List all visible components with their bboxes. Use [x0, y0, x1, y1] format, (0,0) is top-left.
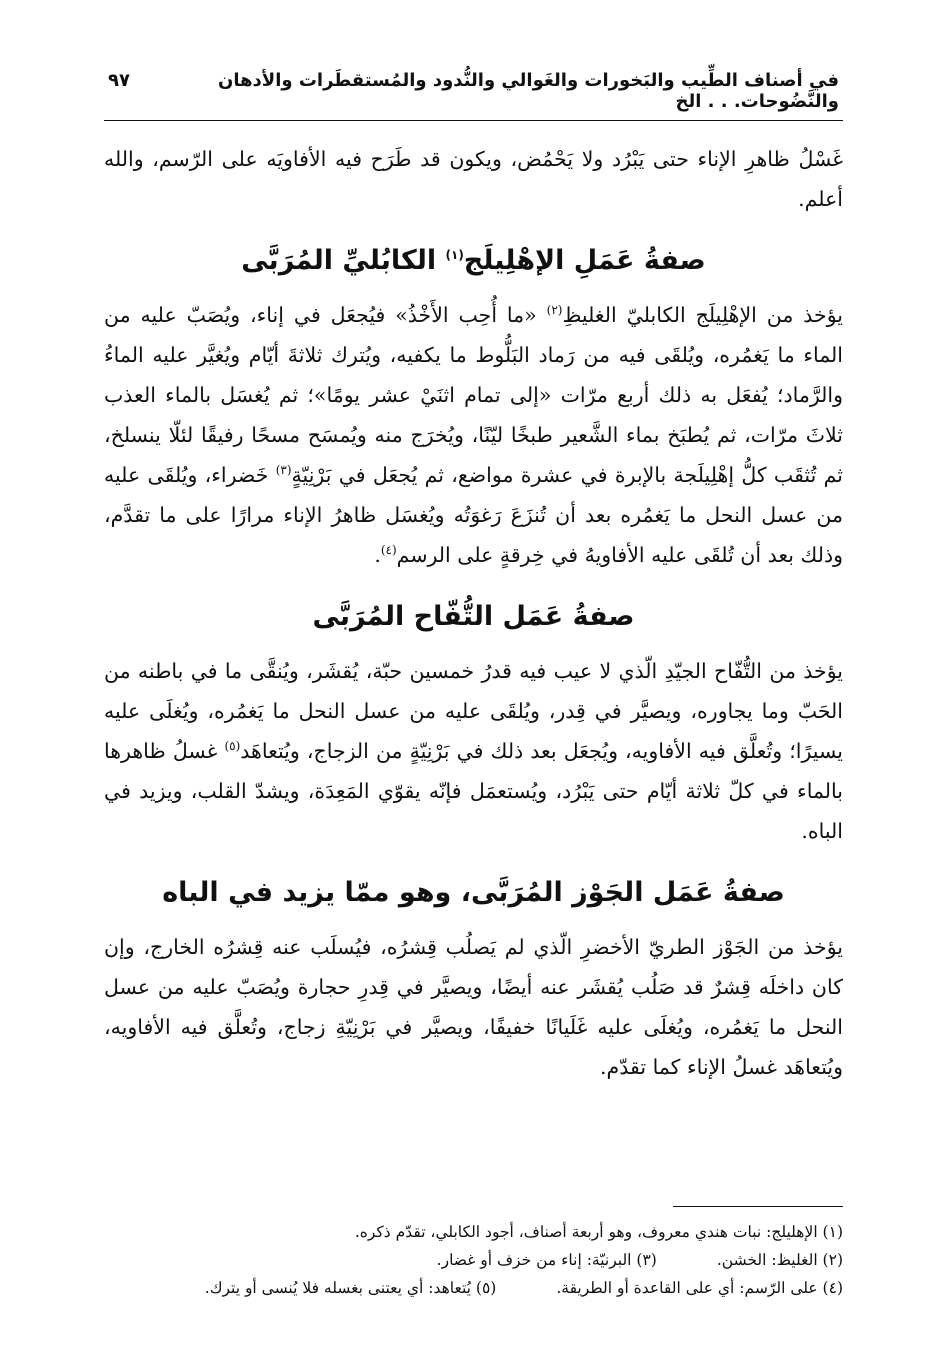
running-head — [104, 70, 843, 120]
text-run: يؤخذ من الإهْلِيلَج الكابليّ الغليظِ — [562, 303, 844, 327]
heading-part: الكابُليِّ المُرَبَّى — [241, 245, 446, 276]
text-run: خَضراء، ويُلقَى عليه من عسل النحل ما يَغمُره بعد أن تُنزَعَ رَغوَتُه ويُغسَل ظاهرُ الإناء مرارًا على ما تقدَّم، وذلك بعد أن تُلقَى عليه الأفاويهُ في خِرقةٍ على الرسم — [104, 463, 843, 567]
footnote-marker[interactable]: (٤) — [380, 543, 397, 558]
section-heading-apple: صفةُ عَمَل التُّفّاح المُرَبَّى — [312, 601, 635, 632]
header-rule — [104, 120, 843, 121]
footnote-marker[interactable]: (٢) — [546, 303, 563, 318]
footnote-row — [104, 1246, 843, 1274]
paragraph-apple — [104, 651, 843, 851]
footnote-marker[interactable]: (٣) — [275, 463, 292, 478]
footnote-2: (٢) الغليظ: الخشن. — [716, 1251, 843, 1269]
footnote-4: (٤) على الرّسم: أي على القاعدة أو الطريقة. — [556, 1279, 843, 1297]
text-run: غسلُ ظاهرها بالماء في كلّ ثلاثة أيّام حتى يَبْرُد، ويُستعمَل فإنّه يقوّي المَعِدَة، ويشدّ القلب، ويزيد في الباه. — [104, 739, 843, 843]
text-run: «ما أُحِب الأَخْذُ» فيُجعَل في إناء، ويُصَبّ عليه من الماء ما يَغمُره، ويُلقَى فيه من رَماد البَلُّوط ما يكفيه، ويُترك ثلاثةَ أيّام ويُغيَّر عليه الماءُ والرَّماد؛ يُفعَل به ذلك أربع مرّات «إلى تمام اثنَيْ عشر يومًا»؛ ثم يُغسَل بالماء العذب ثلاثَ مرّات، ثم يُطبَخ بماء الشَّعير طبخًا ليّنًا، ويُخرَج منه ويُمسَح مسحًا رفيقًا لئلّا ينسلخ، ثم تُثقَب كلُّ إهْلِيلَجة بالإبرة في عشرة مواضع، ثم يُجعَل في بَرْنِيّةٍ — [104, 303, 843, 487]
footnote-5: (٥) يُتعاهد: أي يعتنى بغسله فلا يُنسى أو يترك. — [204, 1279, 497, 1297]
text-run: . — [374, 543, 381, 567]
text-run: يؤخذ من التُّفّاح الجيّدِ الّذي لا عيب فيه قدرُ خمسين حبّة، يُقشَر، ويُنقَّى ما في باطنه من الحَبّ وما يجاوره، ويصيَّر في قِدر، ويُلقَى عليه من عسل النحل ما يَغمُره، ويُغلَى عليه يسيرًا؛ وتُعلَّق فيه الأفاويه، ويُجعَل بعد ذلك في بَرْنِيّةٍ من الزجاج، ويُتعاهَد — [104, 659, 843, 763]
footnote-row — [104, 1274, 843, 1302]
running-title: في أصناف الطِّيب والبَخورات والغَوالي والنُّدود والمُستقطَرات والأدهان والنَّضُوحات. . . الخ — [217, 70, 839, 112]
section-heading-walnut: صفةُ عَمَل الجَوْز المُرَبَّى، وهو ممّا يزيد في الباه — [162, 877, 785, 908]
paragraph-ihlilaj — [104, 295, 843, 575]
footnote-rule — [673, 1206, 843, 1207]
intro-paragraph: غَسْلُ ظاهرِ الإناء حتى يَبْرُد ولا يَحْمُض، ويكون قد طَرَح فيه الأفاويَه على الرّسم، والله أعلم. — [104, 147, 843, 211]
paragraph-walnut: يؤخذ من الجَوْز الطريّ الأخضرِ الّذي لم يَصلُب قِشرُه، فيُسلَب عنه قِشرُه الخارج، وإن كان داخلَه قِشرٌ قد صَلُب يُقشَر عنه أيضًا، ويصيَّر في قِدرِ حجارة ويُصَبّ عليه من عسل النحل ما يَغمُره، ويُغلَى عليه غَلَيانًا خفيفًا، ويصيَّر في بَرْنِيّةِ زجاج، وتُعلَّق فيه الأفاويه، ويُتعاهَد غسلُ الإناء كما تقدّم. — [104, 935, 843, 1079]
heading-part: صفةُ عَمَلِ الإهْلِيلَج — [463, 245, 706, 276]
footnote-marker[interactable]: (١) — [445, 248, 464, 262]
page-number: ٩٧ — [108, 70, 130, 91]
footnote-1: (١) الإهليلج: نبات هندي معروف، وهو أربعة أصناف، أجود الكابلي، تقدّم ذكره. — [354, 1223, 843, 1241]
footnote-3: (٣) البرنيّة: إناء من خزف أو غضار. — [436, 1251, 657, 1269]
section-heading-ihlilaj — [104, 241, 843, 281]
footnote-marker[interactable]: (٥) — [224, 739, 241, 754]
footnotes — [104, 1218, 843, 1302]
